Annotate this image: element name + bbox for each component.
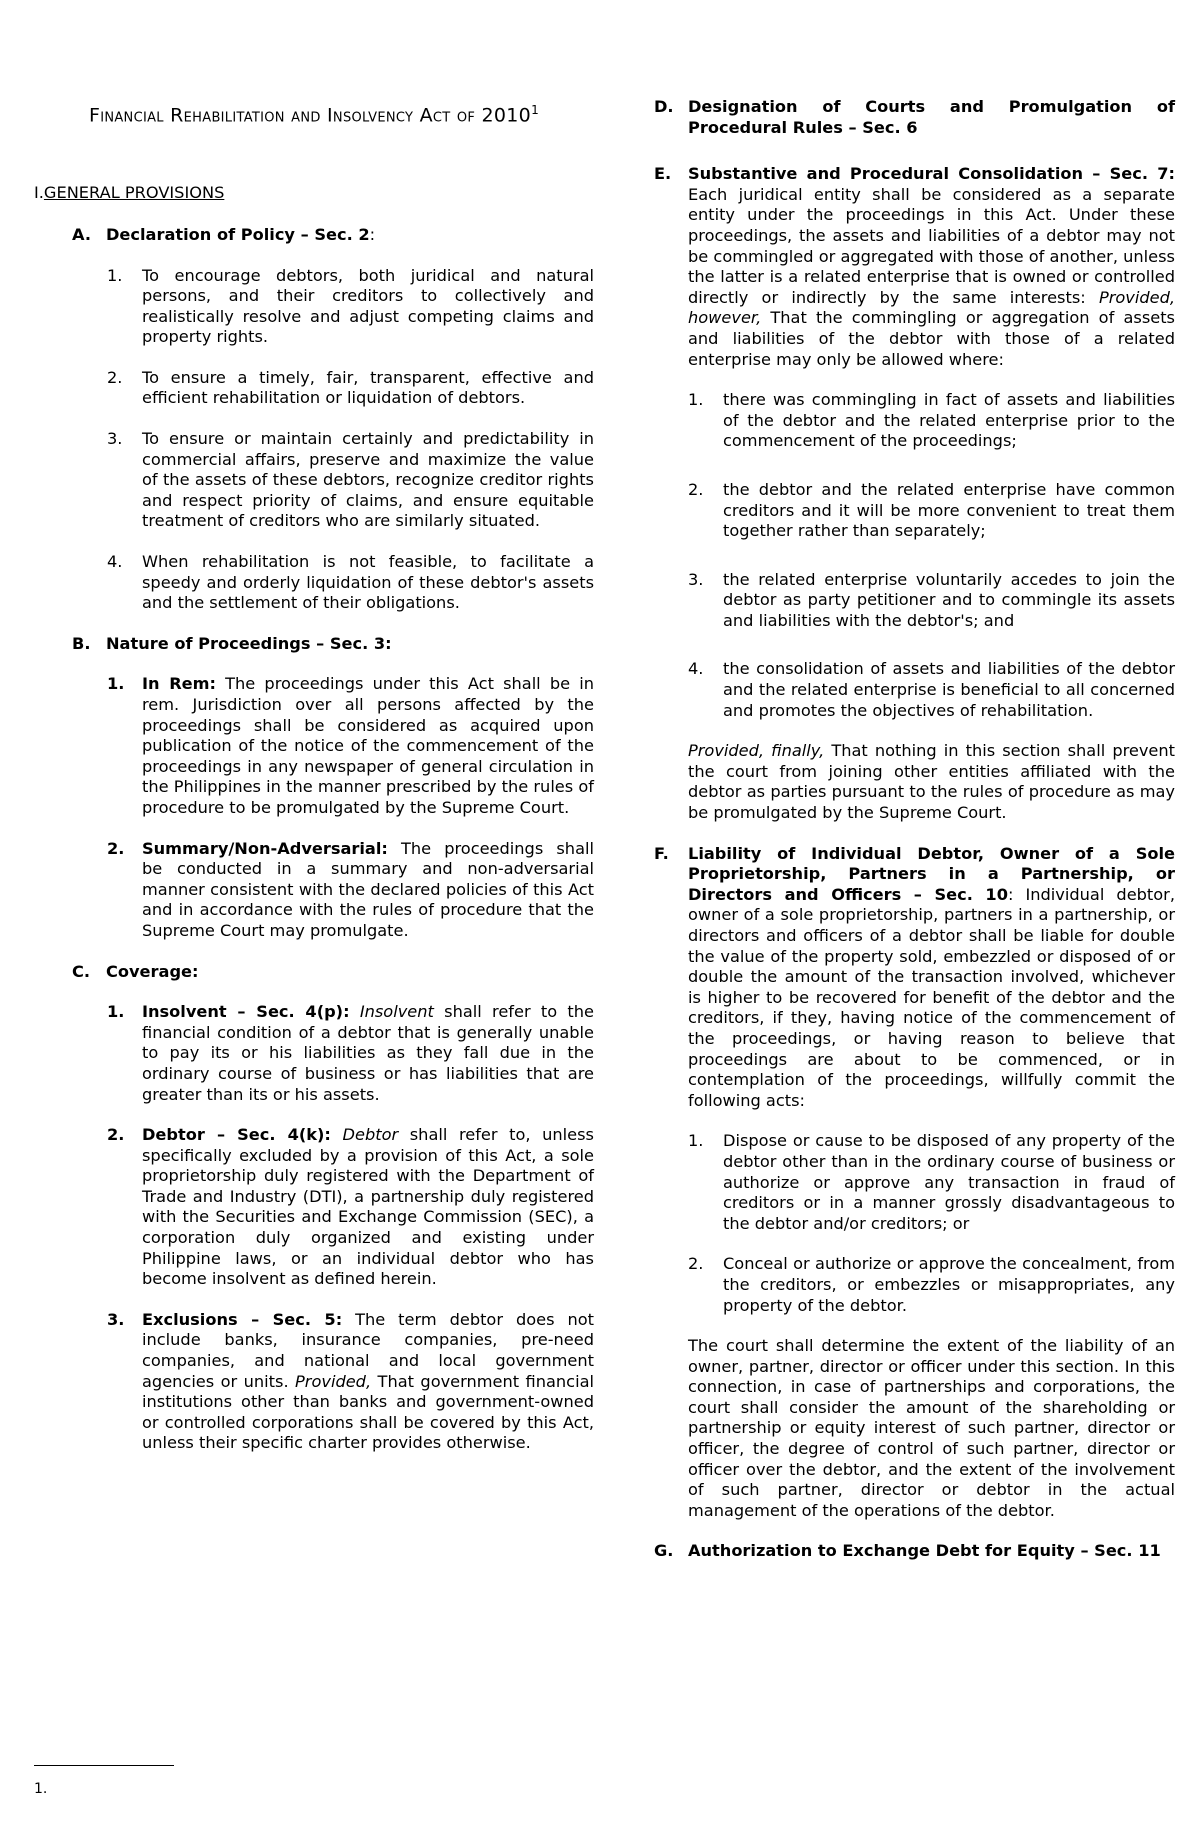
section-a-list (107, 266, 594, 614)
list-text-continued: That government financial institutions other than banks and government-owned or controlled corporations shall be covered by this Act, unless their specific charter provides otherwise. (142, 1371, 594, 1453)
list-number: 2. (107, 1125, 125, 1145)
footnote-separator (34, 1765, 174, 1766)
list-number: 2. (688, 1254, 704, 1274)
section-b-heading (72, 634, 594, 655)
list-item (688, 570, 1175, 632)
list-number: 4. (107, 552, 123, 572)
section-body: : Individual debtor, owner of a sole proprietorship, partners in a partnership, or directors and officers of a debtor shall be liable for double the value of the property sold, embezzled or disposed of or double the amount of the transaction involved, whichever is higher to be recovered for benefit of the debtor and the creditors, if they, having notice of the commencement of the proceedings, or having reason to believe that proceedings are about to be commenced, or in contemplation of the proceedings, willfully commit the following acts: (688, 884, 1175, 1110)
list-text: there was commingling in fact of assets and liabilities of the debtor and the related enterprise prior to the commencement of the proceedings; (723, 390, 1175, 451)
section-c-list (107, 1002, 594, 1454)
list-item (107, 429, 594, 532)
list-text: The term debtor does not include banks, insurance companies, pre-need companies, and national and local government agencies or units. (142, 1309, 594, 1391)
list-number: 2. (107, 367, 123, 387)
section-title: Nature of Proceedings – Sec. 3: (106, 633, 392, 653)
footnote-text: . (42, 1781, 48, 1797)
list-number: 2. (107, 838, 125, 858)
list-text: shall refer to, unless specifically excluded by a provision of this Act, a sole proprietorship duly registered with the Department of Trade and Industry (DTI), a partnership duly registered with the Securities and Exchange Commission (SEC), a corporation duly organized and existing under Philippine laws, or an individual debtor who has become insolvent as defined herein. (142, 1125, 594, 1289)
list-item (688, 659, 1175, 721)
section-body-continued: That the commingling or aggregation of assets and liabilities of the debtor with those of a related enterprise may only be allowed where: (688, 308, 1175, 369)
item-defined-term: Insolvent (349, 1002, 434, 1022)
list-number: 2. (688, 479, 704, 499)
section-title: Coverage: (106, 961, 199, 981)
section-body: Each juridical entity shall be considered as a separate entity under the proceedings in this Act. Under these proceedings, the assets and liabilities of a debtor may not be commingled or aggregated with those of another, unless the latter is a related enterprise that is owned or controlled directly or indirectly by the same interests: (688, 184, 1175, 307)
list-number: 3. (107, 429, 123, 449)
item-proviso: Provided, (295, 1371, 372, 1391)
list-item (688, 1254, 1175, 1316)
list-item (107, 1310, 594, 1454)
list-number: 1. (688, 390, 704, 410)
section-letter: B. (72, 633, 91, 653)
list-text: The proceedings shall be conducted in a summary and non-adversarial manner consistent with the declared policies of this Act and in accordance with the rules of procedure that the Supreme Court may promulgate. (142, 838, 594, 940)
title-footnote-ref: 1 (531, 103, 540, 117)
section-d-heading (654, 97, 1175, 138)
section-f (654, 844, 1175, 1112)
section-letter: G. (654, 1541, 674, 1561)
section-letter: A. (72, 224, 91, 244)
section-title: Designation of Courts and Promulgation of Procedural Rules – Sec. 6 (688, 97, 1175, 137)
list-number: 3. (107, 1309, 125, 1329)
left-column (34, 0, 594, 1454)
section-a-heading (72, 225, 594, 246)
section-letter: E. (654, 164, 672, 184)
document-title (34, 98, 594, 127)
list-item (688, 390, 1175, 452)
footnote (34, 1781, 47, 1797)
list-number: 4. (688, 659, 704, 679)
part-number: I. (34, 183, 44, 203)
section-f-closing: The court shall determine the extent of the liability of an owner, partner, director or officer under this section. In this connection, in case of partnerships and corporations, the court shall consider the amount of the shareholding or partnership or equity interest of such partner, director or officer, the degree of control of such partner, director or officer over the debtor, and the extent of the involvement of such partner, director or debtor in the actual management of the operations of the debtor. (688, 1336, 1175, 1520)
part-heading (34, 183, 594, 204)
section-title: Declaration of Policy – Sec. 2 (106, 224, 370, 244)
item-lead: Insolvent – Sec. 4(p): (142, 1002, 350, 1022)
footnote-number: 1 (34, 1781, 43, 1797)
section-g-heading (654, 1541, 1175, 1562)
list-text: the related enterprise voluntarily accedes to join the debtor as party petitioner and to commingle its assets and liabilities with the debtor's; and (723, 569, 1175, 630)
list-item (107, 674, 594, 818)
list-text: The proceedings under this Act shall be in rem. Jurisdiction over all persons affected by the proceedings shall be considered as acquired upon publication of the notice of the commencement of the proceedings in any newspaper of general circulation in the Philippines in the manner prescribed by the rules of procedure to be promulgated by the Supreme Court. (142, 674, 594, 817)
section-e (654, 164, 1175, 370)
section-e-proviso (688, 741, 1175, 823)
right-column (654, 0, 1175, 1562)
section-letter: D. (654, 97, 674, 116)
list-text: the consolidation of assets and liabilities of the debtor and the related enterprise is beneficial to all concerned and promotes the objectives of rehabilitation. (723, 659, 1175, 720)
proviso-lead: Provided, finally, (688, 741, 825, 761)
item-lead: Exclusions – Sec. 5: (142, 1309, 343, 1329)
section-b-list (107, 674, 594, 941)
list-item (688, 1131, 1175, 1234)
item-lead: In Rem: (142, 674, 216, 694)
list-number: 3. (688, 569, 704, 589)
section-letter: F. (654, 843, 669, 863)
section-letter: C. (72, 961, 91, 981)
list-text: Conceal or authorize or approve the concealment, from the creditors, or embezzles or misappropriates, any property of the debtor. (723, 1254, 1175, 1315)
list-text: To ensure or maintain certainly and predictability in commercial affairs, preserve and maximize the value of the assets of these debtors, recognize creditor rights and respect priority of claims, and ensure equitable treatment of creditors who are similarly situated. (142, 429, 594, 531)
section-f-list (688, 1131, 1175, 1316)
section-title: Liability of Individual Debtor, Owner of a Sole Proprietorship, Partners in a Partnership, or Directors and Officers – Sec. 10 (688, 843, 1175, 904)
item-lead: Debtor – Sec. 4(k): (142, 1125, 331, 1145)
item-defined-term: Debtor (330, 1125, 399, 1145)
section-e-list (688, 390, 1175, 721)
section-title: Authorization to Exchange Debt for Equity – Sec. 11 (688, 1541, 1161, 1561)
part-label: GENERAL PROVISIONS (43, 183, 225, 203)
section-proviso: Provided, however, (688, 287, 1175, 328)
list-item (107, 368, 594, 409)
list-item (107, 266, 594, 348)
section-title-colon: : (369, 224, 376, 244)
title-text: Financial Rehabilitation and Insolvency Act of 2010 (88, 104, 532, 127)
section-c-heading (72, 962, 594, 983)
list-item (107, 839, 594, 942)
list-item (688, 480, 1175, 542)
list-number: 1. (107, 674, 125, 694)
list-number: 1. (107, 265, 123, 285)
list-text: shall refer to the financial condition of a debtor that is generally unable to pay its or his liabilities as they fall due in the ordinary course of business or has liabilities that are greater than its or his assets. (142, 1002, 594, 1104)
list-text: Dispose or cause to be disposed of any property of the debtor other than in the ordinary course of business or authorize or approve any transaction in fraud of creditors or in a manner grossly disadvantageous to the debtor and/or creditors; or (723, 1131, 1175, 1233)
section-e-body (688, 164, 1175, 370)
list-text: When rehabilitation is not feasible, to facilitate a speedy and orderly liquidation of these debtor's assets and the settlement of their obligations. (142, 552, 594, 613)
list-text: To ensure a timely, fair, transparent, effective and efficient rehabilitation or liquidation of debtors. (142, 367, 594, 408)
list-number: 1. (107, 1002, 125, 1022)
list-text: the debtor and the related enterprise have common creditors and it will be more convenient to treat them together rather than separately; (723, 479, 1175, 541)
section-title: Substantive and Procedural Consolidation – Sec. 7: (688, 164, 1175, 184)
list-text: To encourage debtors, both juridical and natural persons, and their creditors to collectively and realistically resolve and adjust competing claims and property rights. (142, 265, 594, 347)
list-item (107, 1125, 594, 1290)
list-item (107, 552, 594, 614)
list-item (107, 1002, 594, 1105)
section-f-body (688, 844, 1175, 1112)
item-lead: Summary/Non-Adversarial: (142, 838, 388, 858)
proviso-text: That nothing in this section shall prevent the court from joining other entities affiliated with the debtor as parties pursuant to the rules of procedure as may be promulgated by the Supreme Court. (688, 741, 1175, 823)
list-number: 1. (688, 1131, 704, 1151)
